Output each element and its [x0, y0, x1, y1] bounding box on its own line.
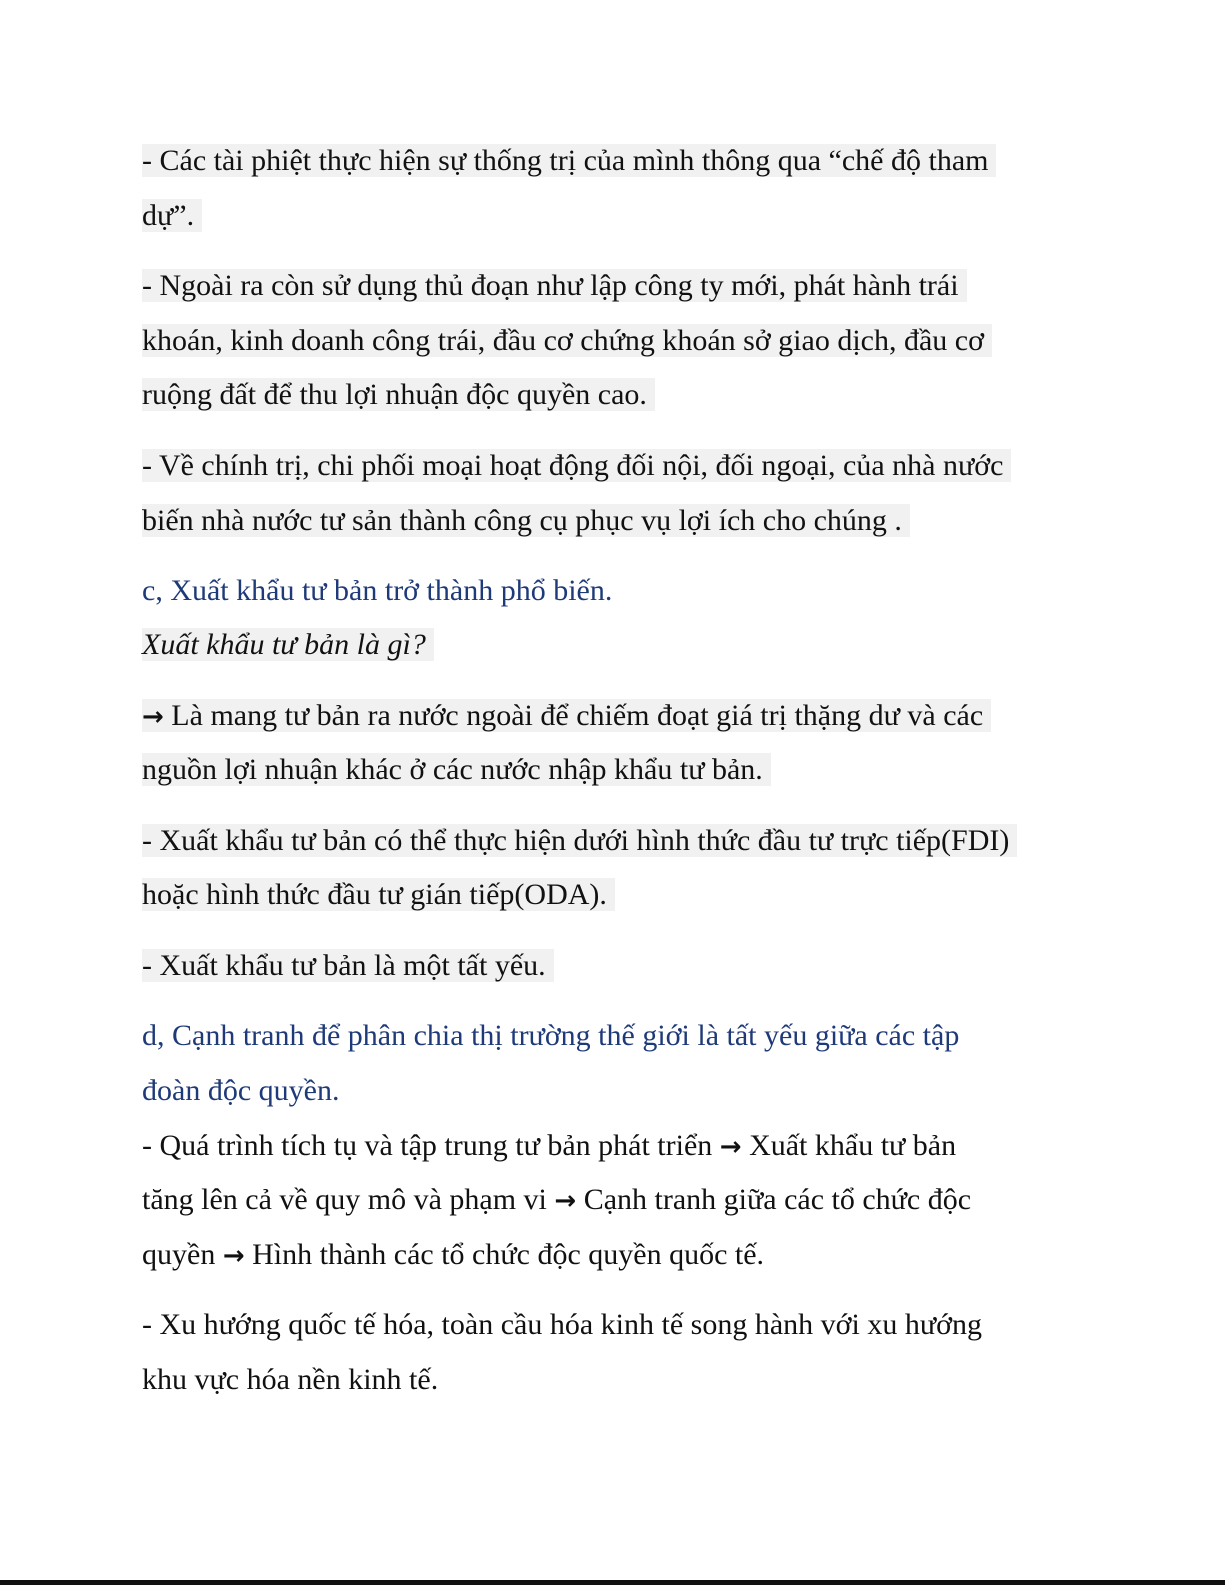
paragraph-5-line-1: - Xuất khẩu tư bản có thể thực hiện dưới hình thức đầu tư trực tiếp(FDI)	[142, 823, 1017, 859]
arrow-right-icon: →	[142, 702, 164, 732]
page-bottom-border	[0, 1580, 1225, 1585]
section-heading-d-line-2: đoàn độc quyền.	[142, 1074, 340, 1107]
paragraph-1-line-1: - Các tài phiệt thực hiện sự thống trị của mình thông qua “chế độ tham	[142, 143, 996, 179]
paragraph-5-line-2: hoặc hình thức đầu tư gián tiếp(ODA).	[142, 877, 615, 913]
arrow-right-icon: →	[222, 1241, 245, 1271]
paragraph-4-line-1: → Là mang tư bản ra nước ngoài để chiếm đoạt giá trị thặng dư và các	[142, 698, 991, 735]
paragraph-2-line-1: - Ngoài ra còn sử dụng thủ đoạn như lập công ty mới, phát hành trái	[142, 268, 967, 304]
paragraph-1-line-2: dự”.	[142, 198, 202, 234]
paragraph-3-line-2: biến nhà nước tư sản thành công cụ phục vụ lợi ích cho chúng .	[142, 503, 910, 539]
paragraph-8-line-1: - Xu hướng quốc tế hóa, toàn cầu hóa kinh tế song hành với xu hướng	[142, 1308, 982, 1341]
paragraph-2-line-3: ruộng đất để thu lợi nhuận độc quyền cao.	[142, 377, 655, 413]
paragraph-2-line-2: khoán, kinh doanh công trái, đầu cơ chứng khoán sở giao dịch, đầu cơ	[142, 323, 992, 359]
paragraph-4-line-2: nguồn lợi nhuận khác ở các nước nhập khẩu tư bản.	[142, 752, 771, 788]
paragraph-8-line-2: khu vực hóa nền kinh tế.	[142, 1363, 439, 1396]
paragraph-7-line-1: - Quá trình tích tụ và tập trung tư bản phát triển → Xuất khẩu tư bản	[142, 1129, 957, 1162]
paragraph-7-line-2: tăng lên cả về quy mô và phạm vi → Cạnh tranh giữa các tổ chức độc	[142, 1183, 972, 1216]
paragraph-6: - Xuất khẩu tư bản là một tất yếu.	[142, 948, 554, 984]
paragraph-7-line-3: quyền → Hình thành các tổ chức độc quyền quốc tế.	[142, 1238, 765, 1271]
paragraph-3-line-1: - Về chính trị, chi phối moại hoạt động đối nội, đối ngoại, của nhà nước	[142, 448, 1011, 484]
arrow-right-icon: →	[554, 1186, 577, 1216]
section-heading-d-line-1: d, Cạnh tranh để phân chia thị trường thế giới là tất yếu giữa các tập	[142, 1019, 960, 1052]
arrow-right-icon: →	[719, 1132, 742, 1162]
section-question: Xuất khẩu tư bản là gì?	[142, 627, 434, 663]
section-heading-c: c, Xuất khẩu tư bản trở thành phổ biến.	[142, 574, 613, 607]
